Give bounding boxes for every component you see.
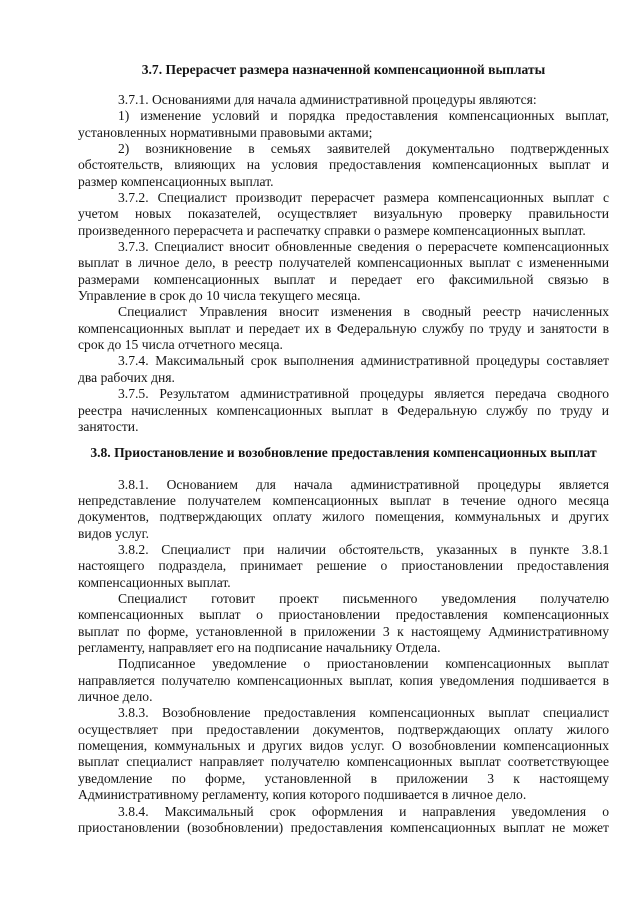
paragraph	[78, 353, 609, 386]
paragraph	[78, 386, 609, 435]
section-heading: 3.7. Перерасчет размера назначенной компенсационной выплаты	[141, 62, 546, 77]
paragraph-line: 3.7.3. Специалист вносит обновленные сведения о перерасчете компенсационных	[118, 239, 609, 255]
paragraph	[78, 141, 609, 190]
paragraph-line: реестра начисленных компенсационных выплат в Федеральную службу по труду и	[78, 402, 609, 418]
paragraph	[78, 705, 609, 803]
paragraph-line: размерами компенсационных выплат и передает его факсимильной связью в	[78, 271, 609, 287]
paragraph-line: выплат по форме, установленной в приложении 3 к настоящему Административному	[78, 623, 609, 639]
paragraph	[78, 804, 609, 837]
paragraph-line: выплат в личное дело, в реестр получателей компенсационных выплат с измененными	[78, 255, 609, 271]
paragraph-line: настоящего подраздела, принимает решение о приостановлении предоставления	[78, 558, 609, 574]
paragraph-line: Управление в срок до 10 числа текущего месяца.	[78, 288, 361, 304]
paragraph-line: Административному регламенту, копия которого подшивается в личное дело.	[78, 787, 527, 803]
paragraph	[78, 92, 609, 108]
paragraph-line: произведенного перерасчета и распечатку справки о размере компенсационных выплат.	[78, 222, 586, 238]
paragraph-line: 3.7.2. Специалист производит перерасчет размера компенсационных выплат с	[118, 190, 609, 206]
paragraph-line: установленных нормативными правовыми актами;	[78, 124, 373, 140]
paragraph	[78, 304, 609, 353]
section-heading: 3.8. Приостановление и возобновление предоставления компенсационных выплат	[90, 444, 597, 460]
document-body	[78, 62, 609, 836]
paragraph	[78, 591, 609, 656]
paragraph-line: 3.8.3. Возобновление предоставления компенсационных выплат специалист	[118, 705, 609, 721]
paragraph-line: приостановлении (возобновлении) предоставления компенсационных выплат не может	[78, 819, 609, 835]
paragraph-line: 3.8.1. Основанием для начала административной процедуры является	[118, 476, 609, 492]
paragraph-line: Специалист Управления вносит изменения в сводный реестр начисленных	[118, 304, 609, 320]
paragraph-line: Подписанное уведомление о приостановлении компенсационных выплат	[118, 656, 609, 672]
paragraph-line: личное дело.	[78, 689, 153, 705]
paragraph-line: срок до 15 числа отчетного месяца.	[78, 337, 283, 353]
paragraph	[78, 108, 609, 141]
paragraph-line: компенсационных выплат.	[78, 574, 231, 590]
paragraph	[78, 477, 609, 542]
section	[78, 445, 609, 837]
paragraph-line: непредставление получателем компенсационных выплат в течение одного месяца	[78, 492, 609, 508]
paragraph-line: занятости.	[78, 418, 139, 434]
paragraph-line: видов услуг.	[78, 525, 150, 541]
paragraph-line: направляется получателю компенсационных выплат, копия уведомления подшивается в	[78, 672, 609, 688]
paragraph-line: компенсационных выплат и передает их в Федеральную службу по труду и занятости в	[78, 320, 609, 336]
paragraph-line: 1) изменение условий и порядка предоставления компенсационных выплат,	[118, 108, 609, 124]
paragraph-line: обстоятельств, влияющих на условия предоставления компенсационных выплат и	[78, 157, 609, 173]
paragraph-line: 3.8.2. Специалист при наличии обстоятельств, указанных в пункте 3.8.1	[118, 542, 609, 558]
paragraph	[78, 239, 609, 304]
paragraph	[78, 542, 609, 591]
paragraph-line: 3.7.1. Основаниями для начала административной процедуры являются:	[118, 91, 537, 107]
paragraph-line: 3.7.4. Максимальный срок выполнения административной процедуры составляет	[118, 353, 609, 369]
paragraph-line: 3.8.4. Максимальный срок оформления и направления уведомления о	[118, 803, 609, 819]
paragraph-line: компенсационных выплат о приостановлении предоставления компенсационных	[78, 607, 609, 623]
paragraph-line: учетом новых показателей, осуществляет визуальную проверку правильности	[78, 206, 609, 222]
paragraph-line: 3.7.5. Результатом административной процедуры является передача сводного	[118, 386, 609, 402]
paragraph-line: документов, подтверждающих оплату жилого помещения, коммунальных и других	[78, 509, 609, 525]
paragraph-line: помещения, коммунальных и других видов услуг. О возобновлении компенсационных	[78, 738, 609, 754]
paragraph-line: выплат специалист направляет получателю компенсационных выплат соответствующее	[78, 754, 609, 770]
paragraph-line: регламенту, направляет его на подписание начальнику Отдела.	[78, 640, 441, 656]
paragraph-line: уведомление по форме, установленной в приложении 3 к настоящему	[78, 770, 609, 786]
section	[78, 62, 609, 435]
paragraph-line: осуществляет при предоставлении документов, подтверждающих оплату жилого	[78, 721, 609, 737]
paragraph-line: размер компенсационных выплат.	[78, 173, 274, 189]
paragraph-line: два рабочих дня.	[78, 369, 175, 385]
paragraph-line: Специалист готовит проект письменного уведомления получателю	[118, 591, 609, 607]
paragraph-line: 2) возникновение в семьях заявителей документально подтвержденных	[118, 141, 609, 157]
paragraph	[78, 656, 609, 705]
paragraph	[78, 190, 609, 239]
